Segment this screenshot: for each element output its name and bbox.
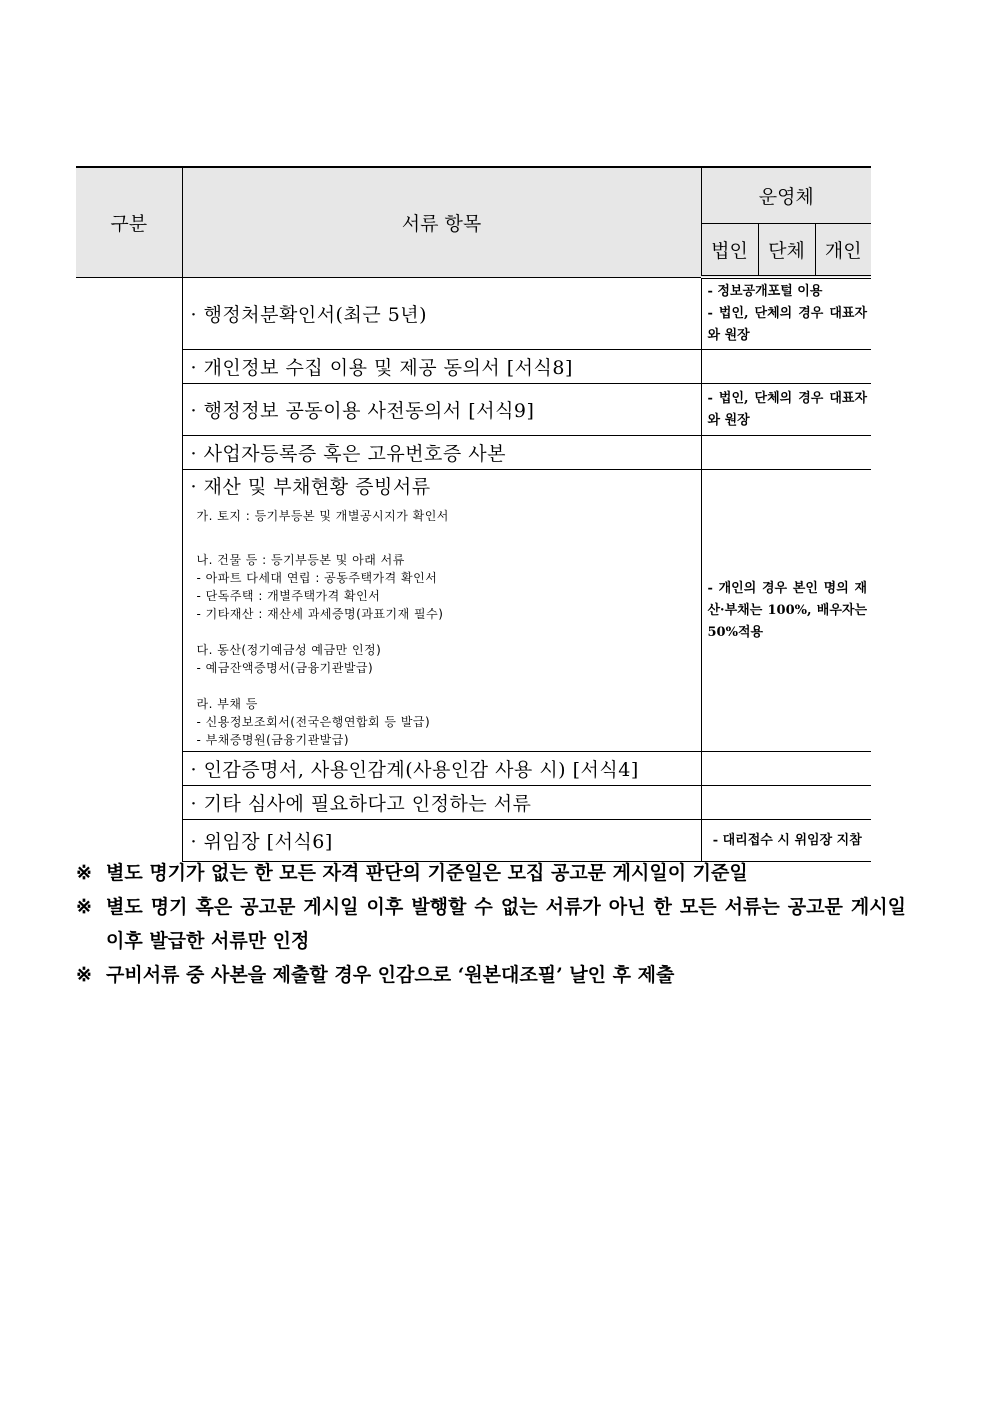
table-row [76,436,871,470]
doc-item-cell: · 위임장 [서식6] [182,820,701,862]
header-row [76,167,871,223]
note-cell: - 정보공개포털 이용 - 법인, 단체의 경우 대표자와 원장 [701,277,871,350]
reference-mark: ※ [76,964,92,986]
reference-mark: ※ [76,862,92,884]
doc-item-cell: · 사업자등록증 혹은 고유번호증 사본 [182,436,701,470]
doc-item-cell: · 기타 심사에 필요하다고 인정하는 서류 [182,786,701,820]
corp-header: 법인 [701,223,758,277]
footnotes [76,856,906,992]
doc-item-cell: · 행정정보 공동이용 사전동의서 [서식9] [182,384,701,436]
debt-line: 라. 부채 등 [196,697,258,711]
debt-item: - 부채증명원(금융기관발급) [196,733,350,747]
footnote [76,890,906,958]
land-line: 가. 토지 : 등기부등본 및 개별공시지가 확인서 [196,509,449,523]
footnote [76,958,906,992]
doc-item-cell: · 행정처분확인서(최근 5년) [182,277,701,350]
table-row [76,752,871,786]
asset-title: · 재산 및 부채현황 증빙서류 [190,476,431,498]
movable-line: 다. 동산(정기예금성 예금만 인정) [196,643,382,657]
building-item: - 단독주택 : 개별주택가격 확인서 [196,589,381,603]
footnote-text: 별도 명기 혹은 공고문 게시일 이후 발행할 수 없는 서류가 아닌 한 모든 서류는 공고문 게시일 이후 발급한 서류만 인정 [106,896,906,952]
note-cell: - 법인, 단체의 경우 대표자와 원장 [701,384,871,436]
movable-item: - 예금잔액증명서(금융기관발급) [196,661,374,675]
reference-mark: ※ [76,896,92,918]
asset-doc-cell [182,470,701,752]
note-cell [701,436,871,470]
operator-header: 운영체 [701,167,871,223]
required-documents-table [76,166,871,862]
gubun-cell [76,277,182,862]
asset-detail [191,499,701,749]
asset-note-cell: - 개인의 경우 본인 명의 재산·부채는 100%, 배우자는 50%적용 [701,470,871,752]
group-header: 단체 [758,223,815,277]
table-row [76,350,871,384]
footnote-text: 구비서류 중 사본을 제출할 경우 인감으로 ‘원본대조필’ 날인 후 제출 [106,964,675,986]
footnote [76,856,906,890]
note-cell: - 대리접수 시 위임장 지참 [701,820,871,862]
table-row [76,277,871,350]
doc-item-cell: · 개인정보 수집 이용 및 제공 동의서 [서식8] [182,350,701,384]
building-item: - 기타재산 : 재산세 과세증명(과표기재 필수) [196,607,444,621]
table-row [76,786,871,820]
asset-row [76,470,871,752]
note-cell [701,350,871,384]
doc-item-cell: · 인감증명서, 사용인감계(사용인감 사용 시) [서식4] [182,752,701,786]
footnote-text: 별도 명기가 없는 한 모든 자격 판단의 기준일은 모집 공고문 게시일이 기준일 [106,862,748,884]
individual-header: 개인 [815,223,871,277]
building-line: 나. 건물 등 : 등기부등본 및 아래 서류 [196,553,405,567]
note-cell [701,752,871,786]
debt-item: - 신용정보조회서(전국은행연합회 등 발급) [196,715,431,729]
building-item: - 아파트 다세대 연립 : 공동주택가격 확인서 [196,571,438,585]
gubun-header: 구분 [76,167,182,277]
table-row [76,384,871,436]
note-cell [701,786,871,820]
doc-item-header: 서류 항목 [182,167,701,277]
